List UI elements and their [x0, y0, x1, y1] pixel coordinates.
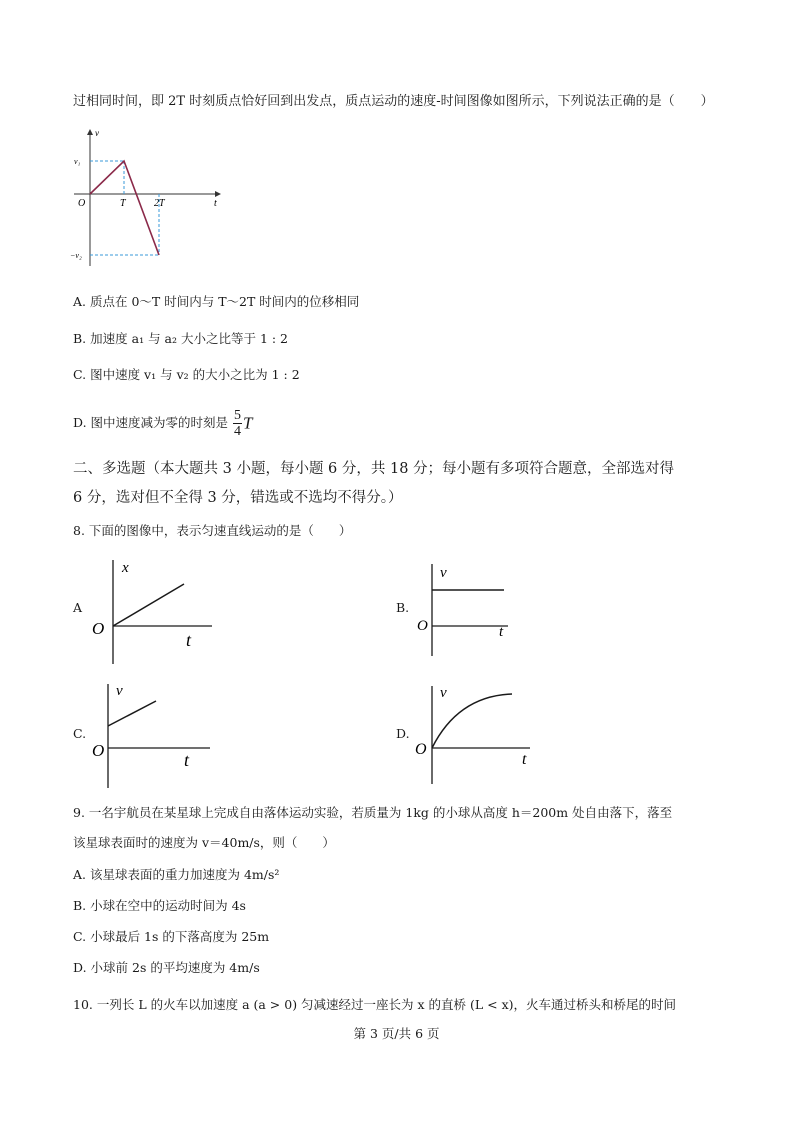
- section2-heading-line2: 6 分，选对但不全得 3 分，错选或不选均不得分。）: [73, 490, 403, 506]
- q7-stem: 过相同时间，即 2T 时刻质点恰好回到出发点，质点运动的速度-时间图像如图所示，下列说法正确的是（ ）: [73, 94, 714, 109]
- q8-stem: 8. 下面的图像中，表示匀速直线运动的是（ ）: [73, 523, 352, 538]
- q9-stem-line2: 该星球表面时的速度为 v＝40m/s，则（ ）: [73, 835, 335, 850]
- v-axis-label: v: [95, 128, 99, 138]
- t-axis-label: t: [214, 198, 217, 209]
- origin-label: O: [415, 741, 427, 758]
- q9-option-a: A. 该星球表面的重力加速度为 4m/s²: [73, 867, 280, 882]
- q8-graph-d-label: D.: [396, 726, 410, 741]
- section2-heading-line1: 二、多选题（本大题共 3 小题，每小题 6 分，共 18 分；每小题有多项符合题意，全部选对得: [73, 461, 675, 477]
- q7-option-a: A. 质点在 0～T 时间内与 T～2T 时间内的位移相同: [73, 294, 360, 309]
- fraction-five-fourths: $\frac{5}{4}$: [234, 408, 242, 439]
- origin-label: O: [92, 741, 105, 760]
- q10-stem: 10. 一列长 L 的火车以加速度 a (a > 0) 匀减速经过一座长为 x 的直桥 (L < x)，火车通过桥头和桥尾的时间: [73, 997, 677, 1012]
- q8-graph-d: [412, 682, 537, 788]
- plot-curve: [432, 694, 512, 748]
- y-axis-label: x: [122, 560, 129, 576]
- origin-label: O: [417, 618, 428, 634]
- q7-option-b: B. 加速度 a₁ 与 a₂ 大小之比等于 1 : 2: [73, 331, 289, 346]
- y-axis-label: v: [116, 683, 123, 699]
- page-number: 第 3 页/共 6 页: [353, 1026, 440, 1041]
- q8-graph-b: [412, 560, 522, 660]
- v1-label: v₁: [74, 157, 81, 166]
- q8-graph-b-label: B.: [396, 600, 410, 615]
- x-axis-label: t: [522, 751, 527, 768]
- plot-line: [108, 701, 156, 726]
- plot-line: [113, 584, 184, 626]
- q7-vt-graph: [68, 126, 228, 274]
- q9-stem-line1: 9. 一名宇航员在某星球上完成自由落体运动实验，若质量为 1kg 的小球从高度 h＝200m 处自由落下，落至: [73, 805, 673, 820]
- q8-graph-c: [88, 680, 218, 792]
- q7-option-c: C. 图中速度 v₁ 与 v₂ 的大小之比为 1 : 2: [73, 367, 300, 382]
- q8-graph-c-label: C.: [73, 726, 87, 741]
- y-axis-label: v: [440, 565, 447, 581]
- origin-label: O: [78, 198, 86, 209]
- x-axis-label: t: [186, 630, 192, 650]
- T-label: T: [120, 198, 126, 209]
- q9-option-c: C. 小球最后 1s 的下落高度为 25m: [73, 929, 270, 944]
- origin-label: O: [92, 619, 105, 638]
- v2-label: −v₂: [70, 251, 82, 260]
- q8-graph-a: [88, 556, 218, 668]
- q9-option-b: B. 小球在空中的运动时间为 4s: [73, 898, 246, 913]
- y-axis-label: v: [440, 685, 447, 701]
- 2T-label: 2T: [154, 198, 165, 209]
- q9-option-d: D. 小球前 2s 的平均速度为 4m/s: [73, 960, 260, 975]
- q7-option-d: D. 图中速度减为零的时刻是 $\frac{5}{4}$ T: [73, 408, 253, 439]
- q8-graph-a-label: A: [73, 600, 83, 615]
- x-axis-label: t: [184, 750, 190, 770]
- x-axis-label: t: [499, 624, 504, 640]
